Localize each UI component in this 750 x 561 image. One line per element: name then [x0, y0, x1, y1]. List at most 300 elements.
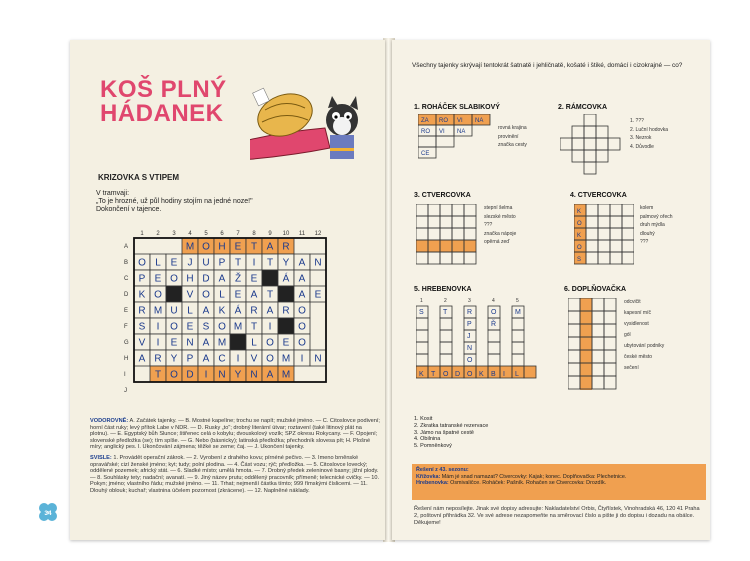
puzzle-4-title: 4. CTVERCOVKA: [570, 192, 627, 199]
crossword-letter: E: [282, 337, 290, 349]
grid-cell: [464, 252, 476, 264]
crossword-letter: A: [202, 305, 210, 317]
crossword-letter: E: [154, 273, 162, 285]
crossword-letter: D: [186, 369, 194, 381]
grid-cell: [452, 252, 464, 264]
p5-cell: K: [479, 371, 484, 378]
puzzles-intro: Všechny tajenky skrývají tentokrát šatnatě i jehličnatě, košaté i štiké, domácí i cizokrajné — co?: [412, 62, 683, 69]
list-item: 1. Kosit: [414, 416, 433, 422]
crossword-letter: L: [219, 289, 225, 301]
column-number: 8: [252, 231, 256, 237]
grid-cell: [598, 240, 610, 252]
puzzle-ramcovka: [558, 104, 698, 184]
row-letter: A: [124, 244, 129, 250]
crossword-cell: [166, 286, 182, 302]
grid-cell: [416, 318, 428, 330]
crossword-letter: J: [187, 257, 193, 269]
p1-cell: RO: [439, 118, 448, 124]
crossword-letter: V: [138, 337, 146, 349]
p5-cell: R: [467, 309, 473, 316]
crossword-cell: [278, 286, 294, 302]
crossword-letter: T: [250, 241, 258, 253]
puzzle-ctvercovka-4: [570, 192, 700, 272]
p5-cell: J: [467, 333, 471, 340]
grid-cell: [598, 228, 610, 240]
svg-text:2: 2: [444, 298, 447, 304]
crossword-letter: R: [282, 241, 290, 253]
column-number: 11: [298, 231, 306, 237]
answers-text-1: Mám jé snad namazat? Ctvercovky: Kajak; konec. Doplňovačka: Plechetnice.: [441, 473, 627, 480]
grid-cell: [512, 354, 524, 366]
p5-cell: T: [443, 309, 448, 316]
down-label: SVISLE:: [90, 454, 112, 461]
grid-cell: [604, 298, 616, 311]
grid-cell: [568, 298, 580, 311]
puzzle-ctvercovka-3: [414, 192, 554, 272]
across-text: A. Začátek tajenky. — B. Mostné kapelíne; trochu se napít; mužské jméno. — C. Citoslovce podivení; horní část ruky; levý přítok Labe v NDR. — D. Rusky „to"; drobný literární útvar; roztavení (také litinový plát na plotnu). — E. Egyptský bůh Slunce; štiřenec celá o kobylu; dvouskolový vozík; SPZ okresu Rokycany. — F. Opojení; slovenské předložka (se); tím spíše. — G. Nebo (básnicky); latinská předložka; přechodník slovesa pít; H. Plošné míry; anglický pes. I. Ukončování zájmena; těžké se zeme; čaj. — J. Ukončení tajenky.: [90, 418, 380, 451]
grid-cell: [610, 216, 622, 228]
p1-cell: VI: [457, 118, 463, 124]
crossword-letter: C: [218, 353, 226, 365]
crossword-letter: K: [218, 305, 226, 317]
grid-cell: [568, 363, 580, 376]
puzzle-3-clues: [484, 205, 516, 248]
grid-cell: [464, 216, 476, 228]
grid-cell: [622, 204, 634, 216]
down-text: 1. Provádět operační zákrok. — 2. Vyrobení z drahého kovu; pírnéné pečivo. — 3. Imeno brněnské opravářské; cizí ženské jméno; kyt; tudy; polní plodina. — 4. Část vozu; rýč; předložka. — 5. Citoslovce lovecký; oddělené pozemek; africký stát. — 6. Sladké místo; umělá hmota. — 7. Drobný předek zeleninové basny; jižní plody. — 8. Souhlásky tety; nadační; avanatí. — 9. Jiný název prutu; oddělený pracovník; přímeně; telecnické cvičky. — 10. Pokyn; jméno; vlastního řádu; mužské jméno. — 11. Trhat; nejmenší částka tímto; 999 římskými číslicemi. — 11. Dlouhý oblouk; kuchař; vlastnina účelem pozornost (zkrácene). — 12. Naplněné náklady.: [90, 454, 380, 494]
puzzle-3-title: 3. CTVERCOVKA: [414, 192, 471, 199]
grid-cell: [604, 376, 616, 389]
p1-cell: VI: [439, 129, 445, 135]
p5-cell: T: [431, 371, 436, 378]
crossword-letter: K: [138, 289, 146, 301]
crossword-letter: T: [250, 321, 258, 333]
crossword-letter: A: [298, 257, 306, 269]
row-letter: H: [124, 356, 129, 362]
crossword-letter: A: [298, 289, 306, 301]
row-letter: F: [124, 324, 128, 330]
down-clues: [90, 455, 380, 495]
crossword-letter: O: [218, 321, 226, 333]
column-number: 10: [282, 231, 290, 237]
crossword-letter: O: [170, 273, 178, 285]
grid-cell: [464, 204, 476, 216]
p5-cell: O: [467, 371, 473, 378]
crossword-letter: E: [250, 273, 258, 285]
crossword-letter: I: [252, 257, 256, 269]
grid-cell: [416, 216, 428, 228]
p5-cell: O: [491, 309, 497, 316]
puzzle-1-title: 1. ROHÁČEK SLABIKOVÝ: [414, 104, 500, 111]
column-number: 6: [220, 231, 224, 237]
column-number: 7: [236, 231, 240, 237]
svg-text:5: 5: [516, 298, 519, 304]
crossword-letter: N: [218, 369, 226, 381]
grid-cell: [592, 350, 604, 363]
crossword-letter: M: [281, 353, 291, 365]
grid-cell: [416, 330, 428, 342]
answers-label-1: Křížovka:: [416, 473, 441, 480]
grid-cell: [586, 240, 598, 252]
hrebenovka-clue-list: [414, 416, 488, 450]
clue: palmový ořech: [640, 213, 673, 220]
grid-cell: [428, 216, 440, 228]
grid-cell: [416, 228, 428, 240]
answers-label-2: Hrebenovka:: [416, 480, 449, 486]
p5-cell: S: [419, 309, 424, 316]
grid-cell: [464, 228, 476, 240]
column-number: 3: [172, 231, 176, 237]
puzzle-2-title: 2. RÁMCOVKA: [558, 104, 608, 111]
crossword-letter: V: [250, 353, 258, 365]
puzzle-6-clues: [624, 299, 664, 376]
crossword-letter: O: [298, 321, 306, 333]
grid-cell: [452, 228, 464, 240]
clue: dlouhý: [640, 230, 655, 237]
crossword-cell: [278, 318, 294, 334]
p5-cell: B: [491, 371, 496, 378]
clue: české město: [624, 354, 653, 360]
grid-cell: [622, 240, 634, 252]
grid-cell: [452, 216, 464, 228]
left-page: [70, 40, 385, 540]
crossword-letter: E: [186, 321, 194, 333]
row-letter: I: [124, 372, 126, 378]
crossword-letter: O: [266, 337, 274, 349]
page-number: 34: [44, 510, 52, 517]
clue: sečení: [624, 365, 639, 371]
grid-cell: [440, 216, 452, 228]
column-number: 4: [188, 231, 192, 237]
crossword-cell: [262, 270, 278, 286]
grid-cell: [592, 311, 604, 324]
puzzle-1-clues: [498, 125, 527, 151]
answers-text-2: Osmivaličce. Roháček: Pašník. Rohačen se Ctvercovka: Drozdík.: [450, 480, 607, 486]
p1-cell: ZA: [421, 118, 429, 124]
grid-cell: [568, 350, 580, 363]
intro-line-3: Dokončení v tajence.: [96, 206, 162, 213]
p5-cell: M: [515, 309, 521, 316]
rohacek-grid: [418, 114, 494, 166]
grid-cell: [440, 354, 452, 366]
grid-cell: [440, 252, 452, 264]
crossword-letter: H: [186, 273, 194, 285]
crossword-letter: L: [187, 305, 193, 317]
clue: 3. Nezrok: [630, 135, 652, 142]
clue: druh mýdla: [640, 222, 665, 229]
row-letter: G: [124, 340, 129, 346]
ctvercovka-4-grid: [574, 204, 634, 266]
crossword-letter: Y: [282, 257, 290, 269]
clue: 4. Důvodle: [630, 143, 654, 150]
puzzle-doplnovacka: [564, 286, 704, 416]
crossword-letter: E: [170, 257, 178, 269]
crossword-cell: [230, 334, 246, 350]
across-clues: [90, 418, 380, 451]
crossword-letter: T: [266, 289, 274, 301]
crossword-letter: Á: [234, 305, 242, 317]
grid-cell: [512, 318, 524, 330]
list-item: 3. Jámo na špatné cestě: [414, 429, 474, 436]
crossword-letter: U: [202, 257, 210, 269]
grid-cell: [440, 204, 452, 216]
puzzle-5-title: 5. HREBENOVKA: [414, 286, 472, 293]
crossword-letter: E: [234, 289, 242, 301]
crossword-letter: L: [155, 257, 161, 269]
grid-cell: [598, 204, 610, 216]
right-page: [392, 40, 710, 540]
p4-cell: O: [577, 245, 582, 251]
answers-title: Řešení z 43. sezonu:: [416, 467, 469, 473]
p5-cell: O: [467, 357, 473, 364]
grid-cell: [568, 311, 580, 324]
column-number: 9: [268, 231, 272, 237]
column-number: 12: [314, 231, 322, 237]
crossword-letter: N: [186, 337, 194, 349]
hrebenovka-grid: [416, 296, 546, 388]
clue: stepní šelma: [484, 205, 513, 211]
grid-cell: [604, 311, 616, 324]
grid-cell: [512, 330, 524, 342]
row-letter: J: [124, 388, 127, 394]
crossword-letter: P: [138, 273, 146, 285]
grid-cell: [440, 342, 452, 354]
page-title: [100, 78, 227, 126]
clue: gól: [624, 332, 631, 338]
p5-cell: N: [467, 345, 473, 352]
grid-cell: [440, 228, 452, 240]
crossword-letter: E: [170, 337, 178, 349]
clue: odcvičit: [624, 299, 641, 305]
crossword-letter: Y: [234, 369, 242, 381]
crossword-letter: Á: [282, 273, 290, 285]
p1-cell: NA: [457, 129, 466, 135]
clue: ubytování podniky: [624, 343, 665, 349]
crossword-letter: O: [202, 289, 210, 301]
crossword-letter: A: [266, 241, 274, 253]
crossword-letter: N: [314, 257, 322, 269]
grid-cell: [568, 376, 580, 389]
crossword-letter: Ž: [234, 273, 242, 285]
crossword-letter: O: [298, 337, 306, 349]
crossword-letter: A: [138, 353, 146, 365]
crossword-letter: I: [236, 353, 240, 365]
grid-cell: [488, 342, 500, 354]
column-number: 2: [156, 231, 160, 237]
grid-cell: [568, 337, 580, 350]
grid-cell: [586, 252, 598, 264]
clue: 1. ???: [630, 118, 644, 124]
crossword-letter: S: [138, 321, 146, 333]
svg-text:4: 4: [492, 298, 495, 304]
grid-cell: [568, 324, 580, 337]
page-number-clover: [38, 502, 58, 522]
svg-text:3: 3: [468, 298, 471, 304]
footer-note: Řešení nám neposílejte. Jinak své dopisy adresujte: Nakladatelství Orbis, Čtyřlístek, Vinohradská 46, 120 41 Praha 2, poštovní přihrádka 32. Ve své adrese nezapomeňte na směrovací číslo a pište ji do dopisu i dozadu na obálce. Děkujeme!: [414, 506, 700, 526]
puzzle-rohacek: [414, 104, 544, 174]
crossword-letter: O: [202, 241, 210, 253]
crossword-letter: I: [156, 337, 160, 349]
column-number: 5: [204, 231, 208, 237]
grid-cell: [440, 318, 452, 330]
crossword-letter: A: [202, 353, 210, 365]
grid-cell: [416, 252, 428, 264]
crossword-letter: R: [154, 353, 162, 365]
across-label: VODOROVNĚ:: [90, 418, 129, 424]
crossword-clues: [90, 418, 380, 499]
clue: kolem: [640, 205, 654, 211]
grid-cell: [622, 228, 634, 240]
crossword-letter: S: [202, 321, 210, 333]
grid-cell: [622, 216, 634, 228]
clue: 2. Luční hodovka: [630, 126, 669, 133]
crossword-letter: O: [298, 305, 306, 317]
clue: vysidlenost: [624, 321, 649, 327]
p4-cell: K: [577, 209, 582, 215]
ramcovka-grid: [560, 114, 624, 178]
clue: ???: [640, 239, 649, 246]
p5-cell: D: [455, 371, 461, 378]
crossword-letter: A: [218, 273, 226, 285]
crossword-letter: T: [234, 257, 242, 269]
crossword-letter: O: [138, 257, 146, 269]
crossword-letter: A: [266, 369, 274, 381]
crossword-letter: I: [300, 353, 304, 365]
p5-cell: L: [515, 371, 519, 378]
grid-cell: [604, 337, 616, 350]
grid-cell: [452, 204, 464, 216]
clue: opěrná zeď: [484, 239, 510, 246]
p4-cell: O: [577, 221, 582, 227]
grid-cell: [416, 354, 428, 366]
crossword-letter: E: [314, 289, 322, 301]
crossword-subtitle: KRIZOVKA S VTIPEM: [98, 173, 180, 182]
p4-cell: S: [577, 257, 582, 263]
grid-cell: [428, 252, 440, 264]
crossword-letter: O: [170, 369, 178, 381]
list-item: 2. Zkratka tatranské rezervace: [414, 422, 489, 429]
p1-cell: NA: [475, 118, 484, 124]
row-letter: E: [124, 308, 129, 314]
crossword-letter: R: [250, 305, 258, 317]
crossword-letter: L: [251, 337, 257, 349]
crossword-letter: P: [218, 257, 226, 269]
answers-box: [412, 464, 706, 500]
crossword-letter: M: [281, 369, 291, 381]
grid-cell: [592, 337, 604, 350]
list-item: 5. Pomněnkový: [414, 443, 452, 450]
crossword-letter: M: [153, 305, 163, 317]
crossword-letter: O: [170, 321, 178, 333]
crossword-letter: I: [204, 369, 208, 381]
title-line-1: KOŠ PLNÝ: [100, 76, 227, 103]
grid-cell: [488, 354, 500, 366]
crossword-letter: Y: [170, 353, 178, 365]
crossword-letter: U: [170, 305, 178, 317]
crossword-letter: I: [156, 321, 160, 333]
p5-cell: P: [467, 321, 472, 328]
clue: provinění: [498, 133, 519, 140]
grid-cell: [440, 330, 452, 342]
grid-cell: [592, 298, 604, 311]
clue: značka nápoje: [484, 230, 517, 237]
grid-cell: [598, 216, 610, 228]
crossword-letter: A: [298, 273, 306, 285]
clue: slezské město: [484, 213, 516, 220]
clue: rovná krajina: [498, 125, 527, 131]
grid-cell: [610, 204, 622, 216]
grid-cell: [604, 363, 616, 376]
crossword-letter: D: [202, 273, 210, 285]
grid-cell: [488, 330, 500, 342]
intro-line-2: „To je hrozné, už půl hodiny stojím na jedné noze!": [96, 198, 253, 205]
list-item: 4. Obilnina: [414, 436, 441, 443]
crossword-letter: M: [185, 241, 195, 253]
clue: kapesní míč: [624, 310, 651, 316]
ctvercovka-3-grid: [416, 204, 478, 266]
grid-cell: [586, 204, 598, 216]
puzzle-4-clues: [640, 205, 673, 248]
row-letter: D: [124, 292, 129, 298]
grid-cell: [586, 216, 598, 228]
crossword-letter: A: [250, 289, 258, 301]
p1-cell: RO: [421, 129, 430, 135]
puzzle-2-clues: [630, 118, 668, 152]
grid-cell: [416, 342, 428, 354]
grid-cell: [592, 324, 604, 337]
svg-text:1: 1: [420, 298, 423, 304]
grid-cell: [610, 228, 622, 240]
crossword-letter: M: [217, 337, 227, 349]
crossword-letter: R: [282, 305, 290, 317]
grid-cell: [428, 204, 440, 216]
grid-cell: [592, 363, 604, 376]
doplnovacka-grid: [568, 298, 620, 392]
puzzle-6-title: 6. DOPLŇOVAČKA: [564, 286, 627, 293]
p5-cell: I: [503, 371, 505, 378]
crossword-grid: [122, 228, 378, 418]
grid-cell: [592, 376, 604, 389]
crossword-letter: N: [314, 353, 322, 365]
grid-cell: [610, 252, 622, 264]
column-number: 1: [140, 231, 144, 237]
puzzle-hrebenovka: [414, 286, 554, 416]
grid-cell: [622, 252, 634, 264]
grid-cell: [604, 350, 616, 363]
p5-cell: K: [419, 371, 424, 378]
grid-cell: [598, 252, 610, 264]
p1-cell: CE: [421, 151, 430, 157]
clue: ???: [484, 222, 493, 229]
crossword-letter: O: [266, 353, 274, 365]
row-letter: B: [124, 260, 129, 266]
crossword-letter: E: [234, 241, 242, 253]
p4-cell: K: [577, 233, 582, 239]
p5-cell: O: [443, 371, 449, 378]
crossword-letter: R: [138, 305, 146, 317]
grid-cell: [604, 324, 616, 337]
crossword-letter: I: [268, 321, 272, 333]
p5-cell: Ř: [491, 321, 497, 328]
title-line-2: HÁDANEK: [100, 100, 224, 127]
crossword-intro: [96, 190, 296, 214]
crossword-letter: T: [154, 369, 162, 381]
crossword-letter: N: [250, 369, 258, 381]
grid-cell: [512, 342, 524, 354]
crossword-letter: H: [218, 241, 226, 253]
crossword-letter: T: [266, 257, 274, 269]
intro-line-1: V tramvaji:: [96, 190, 130, 197]
